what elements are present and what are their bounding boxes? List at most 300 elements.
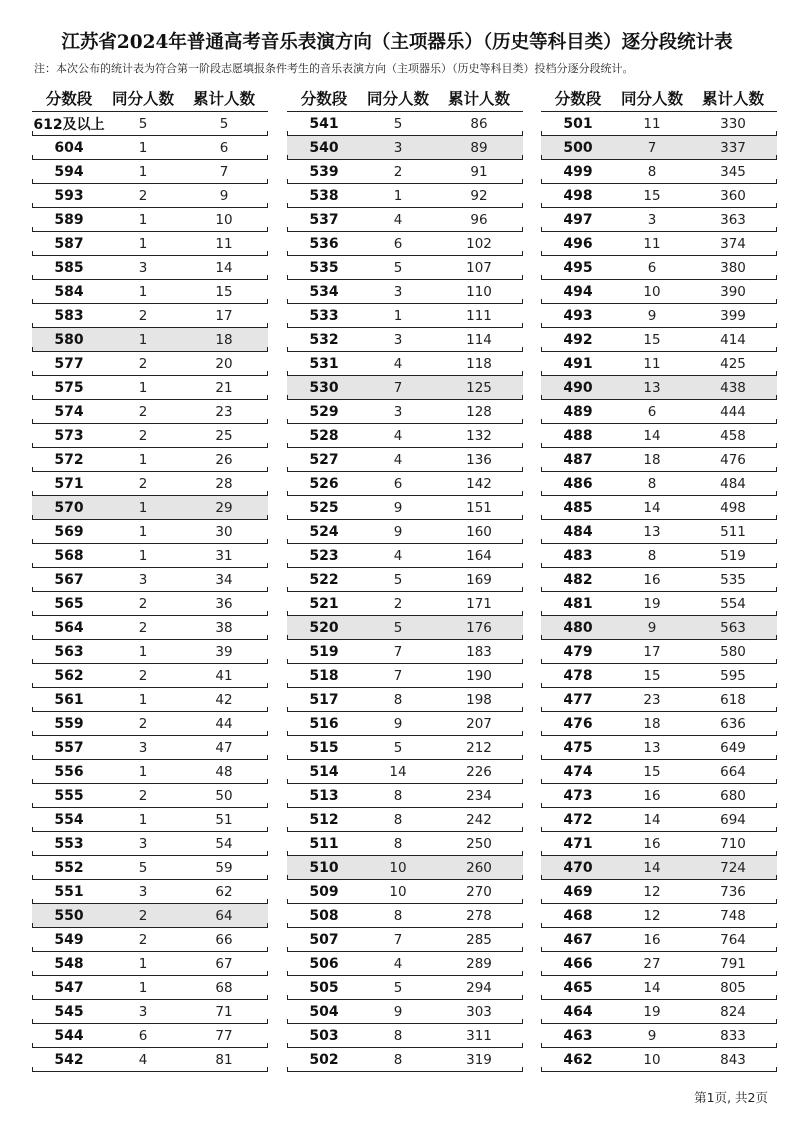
table-row <box>541 208 777 232</box>
table-row <box>541 352 777 376</box>
cumulative-cell: 136 <box>466 452 492 468</box>
table-row <box>32 712 268 736</box>
table-row <box>32 832 268 856</box>
same-count-cell: 10 <box>389 860 407 876</box>
score-cell: 472 <box>563 812 593 828</box>
table-row <box>32 736 268 760</box>
score-cell: 492 <box>563 332 593 348</box>
same-count-cell: 2 <box>138 356 148 372</box>
same-count-cell: 7 <box>393 668 403 684</box>
same-count-cell: 2 <box>138 308 148 324</box>
table-row <box>541 616 777 640</box>
table-row <box>287 352 523 376</box>
table-row <box>32 1024 268 1048</box>
table-column-left <box>32 85 268 1072</box>
table-row <box>287 952 523 976</box>
same-count-cell: 9 <box>647 1028 657 1044</box>
cumulative-cell: 649 <box>720 740 746 756</box>
cumulative-cell: 242 <box>466 812 492 828</box>
score-cell: 528 <box>309 428 339 444</box>
cumulative-cell: 132 <box>466 428 492 444</box>
table-row <box>541 424 777 448</box>
table-row <box>287 1048 523 1072</box>
score-cell: 583 <box>54 308 84 324</box>
same-count-cell: 7 <box>393 932 403 948</box>
same-count-cell: 2 <box>138 428 148 444</box>
same-count-cell: 1 <box>138 332 148 348</box>
same-count-cell: 3 <box>138 572 148 588</box>
table-row <box>287 856 523 880</box>
cumulative-cell: 68 <box>215 980 233 996</box>
same-count-cell: 16 <box>643 788 661 804</box>
table-row <box>287 904 523 928</box>
score-cell: 573 <box>54 428 84 444</box>
table-body <box>541 112 777 1072</box>
cumulative-cell: 425 <box>720 356 746 372</box>
cumulative-cell: 44 <box>215 716 233 732</box>
cumulative-cell: 128 <box>466 404 492 420</box>
cumulative-cell: 414 <box>720 332 746 348</box>
cumulative-cell: 38 <box>215 620 233 636</box>
table-row <box>32 760 268 784</box>
score-cell: 506 <box>309 956 339 972</box>
cumulative-cell: 285 <box>466 932 492 948</box>
table-body <box>32 112 268 1072</box>
table-row <box>32 256 268 280</box>
same-count-cell: 27 <box>643 956 661 972</box>
header-score: 分数段 <box>45 90 93 108</box>
same-count-cell: 14 <box>643 980 661 996</box>
cumulative-cell: 107 <box>466 260 492 276</box>
table-row <box>287 760 523 784</box>
table-row <box>32 688 268 712</box>
table-row <box>287 304 523 328</box>
cumulative-cell: 41 <box>215 668 233 684</box>
table-row <box>541 808 777 832</box>
score-cell: 463 <box>563 1028 593 1044</box>
cumulative-cell: 51 <box>215 812 233 828</box>
table-column-middle <box>287 85 523 1072</box>
cumulative-cell: 7 <box>219 164 229 180</box>
score-cell: 497 <box>563 212 593 228</box>
cumulative-cell: 595 <box>720 668 746 684</box>
score-cell: 464 <box>563 1004 593 1020</box>
cumulative-cell: 374 <box>720 236 746 252</box>
cumulative-cell: 34 <box>215 572 233 588</box>
cumulative-cell: 86 <box>470 116 488 132</box>
cumulative-cell: 664 <box>720 764 746 780</box>
score-cell: 487 <box>563 452 593 468</box>
same-count-cell: 5 <box>393 620 403 636</box>
same-count-cell: 5 <box>393 740 403 756</box>
table-header <box>287 85 523 112</box>
score-cell: 569 <box>54 524 84 540</box>
score-cell: 509 <box>309 884 339 900</box>
score-cell: 507 <box>309 932 339 948</box>
same-count-cell: 1 <box>393 308 403 324</box>
score-cell: 465 <box>563 980 593 996</box>
cumulative-cell: 736 <box>720 884 746 900</box>
table-row <box>541 880 777 904</box>
table-row <box>32 664 268 688</box>
same-count-cell: 14 <box>643 860 661 876</box>
cumulative-cell: 20 <box>215 356 233 372</box>
score-cell: 553 <box>54 836 84 852</box>
score-cell: 552 <box>54 860 84 876</box>
score-cell: 511 <box>309 836 339 852</box>
cumulative-cell: 142 <box>466 476 492 492</box>
same-count-cell: 11 <box>643 116 661 132</box>
cumulative-cell: 360 <box>720 188 746 204</box>
same-count-cell: 15 <box>643 668 661 684</box>
same-count-cell: 7 <box>393 644 403 660</box>
cumulative-cell: 10 <box>215 212 233 228</box>
cumulative-cell: 278 <box>466 908 492 924</box>
cumulative-cell: 151 <box>466 500 492 516</box>
score-cell: 495 <box>563 260 593 276</box>
score-cell: 537 <box>309 212 339 228</box>
table-row <box>541 280 777 304</box>
table-row <box>32 136 268 160</box>
cumulative-cell: 6 <box>219 140 229 156</box>
score-cell: 521 <box>309 596 339 612</box>
table-column-right <box>541 85 777 1072</box>
cumulative-cell: 50 <box>215 788 233 804</box>
cumulative-cell: 805 <box>720 980 746 996</box>
score-cell: 567 <box>54 572 84 588</box>
table-row <box>32 544 268 568</box>
table-row <box>32 1048 268 1072</box>
cumulative-cell: 59 <box>215 860 233 876</box>
cumulative-cell: 64 <box>215 908 233 924</box>
table-header <box>541 85 777 112</box>
score-cell: 493 <box>563 308 593 324</box>
same-count-cell: 14 <box>643 428 661 444</box>
score-cell: 478 <box>563 668 593 684</box>
same-count-cell: 1 <box>138 284 148 300</box>
table-row <box>287 232 523 256</box>
score-cell: 517 <box>309 692 339 708</box>
header-same-count: 同分人数 <box>366 90 429 108</box>
same-count-cell: 13 <box>643 740 661 756</box>
table-row <box>541 232 777 256</box>
same-count-cell: 2 <box>393 596 403 612</box>
table-row <box>32 904 268 928</box>
same-count-cell: 1 <box>138 692 148 708</box>
score-cell: 475 <box>563 740 593 756</box>
score-cell: 504 <box>309 1004 339 1020</box>
table-row <box>541 640 777 664</box>
cumulative-cell: 29 <box>215 500 233 516</box>
same-count-cell: 4 <box>393 956 403 972</box>
table-body <box>287 112 523 1072</box>
table-row <box>32 856 268 880</box>
cumulative-cell: 89 <box>470 140 488 156</box>
score-cell: 562 <box>54 668 84 684</box>
cumulative-cell: 234 <box>466 788 492 804</box>
score-cell: 530 <box>309 380 339 396</box>
table-row <box>541 856 777 880</box>
same-count-cell: 3 <box>393 404 403 420</box>
same-count-cell: 7 <box>393 380 403 396</box>
score-cell: 518 <box>309 668 339 684</box>
cumulative-cell: 484 <box>720 476 746 492</box>
same-count-cell: 14 <box>643 500 661 516</box>
same-count-cell: 3 <box>138 836 148 852</box>
same-count-cell: 6 <box>647 260 657 276</box>
cumulative-cell: 39 <box>215 644 233 660</box>
cumulative-cell: 15 <box>215 284 233 300</box>
cumulative-cell: 207 <box>466 716 492 732</box>
same-count-cell: 9 <box>393 524 403 540</box>
table-row <box>287 880 523 904</box>
cumulative-cell: 226 <box>466 764 492 780</box>
score-cell: 545 <box>54 1004 84 1020</box>
same-count-cell: 15 <box>643 188 661 204</box>
same-count-cell: 9 <box>647 620 657 636</box>
same-count-cell: 5 <box>393 116 403 132</box>
score-cell: 565 <box>54 596 84 612</box>
table-row <box>541 1048 777 1072</box>
cumulative-cell: 511 <box>720 524 746 540</box>
same-count-cell: 1 <box>138 764 148 780</box>
same-count-cell: 8 <box>647 548 657 564</box>
same-count-cell: 5 <box>393 260 403 276</box>
cumulative-cell: 444 <box>720 404 746 420</box>
cumulative-cell: 554 <box>720 596 746 612</box>
cumulative-cell: 833 <box>720 1028 746 1044</box>
score-cell: 575 <box>54 380 84 396</box>
score-cell: 499 <box>563 164 593 180</box>
score-cell: 549 <box>54 932 84 948</box>
table-row <box>541 112 777 136</box>
score-cell: 515 <box>309 740 339 756</box>
score-cell: 564 <box>54 620 84 636</box>
same-count-cell: 2 <box>138 788 148 804</box>
same-count-cell: 2 <box>138 716 148 732</box>
same-count-cell: 3 <box>393 284 403 300</box>
table-row <box>541 256 777 280</box>
same-count-cell: 19 <box>643 1004 661 1020</box>
cumulative-cell: 198 <box>466 692 492 708</box>
same-count-cell: 1 <box>138 140 148 156</box>
header-score: 分数段 <box>300 90 348 108</box>
same-count-cell: 6 <box>647 404 657 420</box>
cumulative-cell: 91 <box>470 164 488 180</box>
score-cell: 531 <box>309 356 339 372</box>
same-count-cell: 4 <box>393 212 403 228</box>
page-footer: 第1页, 共2页 <box>694 1090 768 1105</box>
same-count-cell: 1 <box>138 164 148 180</box>
header-cumulative: 累计人数 <box>192 90 255 108</box>
table-row <box>32 424 268 448</box>
row-divider-tick <box>776 1067 777 1072</box>
table-row <box>287 784 523 808</box>
cumulative-cell: 169 <box>466 572 492 588</box>
score-cell: 466 <box>563 956 593 972</box>
same-count-cell: 4 <box>138 1052 148 1068</box>
header-cumulative: 累计人数 <box>447 90 510 108</box>
same-count-cell: 14 <box>643 812 661 828</box>
same-count-cell: 8 <box>393 908 403 924</box>
cumulative-cell: 110 <box>466 284 492 300</box>
same-count-cell: 8 <box>647 476 657 492</box>
table-row <box>287 136 523 160</box>
cumulative-cell: 28 <box>215 476 233 492</box>
same-count-cell: 18 <box>643 452 661 468</box>
table-row <box>287 448 523 472</box>
same-count-cell: 15 <box>643 764 661 780</box>
score-cell: 551 <box>54 884 84 900</box>
table-row <box>541 832 777 856</box>
table-row <box>541 184 777 208</box>
same-count-cell: 9 <box>647 308 657 324</box>
same-count-cell: 4 <box>393 452 403 468</box>
table-row <box>541 976 777 1000</box>
cumulative-cell: 289 <box>466 956 492 972</box>
score-cell: 503 <box>309 1028 339 1044</box>
table-row <box>287 184 523 208</box>
cumulative-cell: 71 <box>215 1004 233 1020</box>
score-cell: 594 <box>54 164 84 180</box>
same-count-cell: 2 <box>138 404 148 420</box>
same-count-cell: 1 <box>138 380 148 396</box>
cumulative-cell: 438 <box>720 380 746 396</box>
cumulative-cell: 23 <box>215 404 233 420</box>
cumulative-cell: 390 <box>720 284 746 300</box>
table-row <box>287 544 523 568</box>
cumulative-cell: 330 <box>720 116 746 132</box>
cumulative-cell: 212 <box>466 740 492 756</box>
score-cell: 574 <box>54 404 84 420</box>
score-cell: 479 <box>563 644 593 660</box>
table-row <box>32 784 268 808</box>
table-row <box>32 1000 268 1024</box>
cumulative-cell: 843 <box>720 1052 746 1068</box>
score-cell: 491 <box>563 356 593 372</box>
score-cell: 563 <box>54 644 84 660</box>
score-cell: 585 <box>54 260 84 276</box>
score-cell: 529 <box>309 404 339 420</box>
cumulative-cell: 47 <box>215 740 233 756</box>
score-cell: 541 <box>309 116 339 132</box>
cumulative-cell: 164 <box>466 548 492 564</box>
same-count-cell: 3 <box>138 260 148 276</box>
score-cell: 519 <box>309 644 339 660</box>
header-score: 分数段 <box>554 90 602 108</box>
cumulative-cell: 250 <box>466 836 492 852</box>
same-count-cell: 13 <box>643 524 661 540</box>
same-count-cell: 16 <box>643 932 661 948</box>
table-row <box>287 1024 523 1048</box>
same-count-cell: 1 <box>138 212 148 228</box>
score-cell: 535 <box>309 260 339 276</box>
cumulative-cell: 476 <box>720 452 746 468</box>
table-row <box>541 136 777 160</box>
same-count-cell: 3 <box>393 140 403 156</box>
score-cell: 473 <box>563 788 593 804</box>
table-row <box>32 976 268 1000</box>
table-row <box>32 640 268 664</box>
cumulative-cell: 92 <box>470 188 488 204</box>
table-row <box>287 208 523 232</box>
cumulative-cell: 380 <box>720 260 746 276</box>
score-cell: 512 <box>309 812 339 828</box>
score-cell: 524 <box>309 524 339 540</box>
table-row <box>287 256 523 280</box>
score-cell: 462 <box>563 1052 593 1068</box>
same-count-cell: 4 <box>393 548 403 564</box>
score-cell: 516 <box>309 716 339 732</box>
row-divider-tick <box>267 1067 268 1072</box>
cumulative-cell: 399 <box>720 308 746 324</box>
same-count-cell: 5 <box>393 572 403 588</box>
table-row <box>287 736 523 760</box>
same-count-cell: 1 <box>138 644 148 660</box>
table-row <box>32 496 268 520</box>
table-row <box>32 352 268 376</box>
cumulative-cell: 11 <box>215 236 233 252</box>
table-row <box>287 568 523 592</box>
table-row <box>32 568 268 592</box>
same-count-cell: 2 <box>138 668 148 684</box>
score-cell: 488 <box>563 428 593 444</box>
cumulative-cell: 710 <box>720 836 746 852</box>
table-row <box>541 592 777 616</box>
score-cell: 568 <box>54 548 84 564</box>
score-cell: 544 <box>54 1028 84 1044</box>
table-row <box>287 616 523 640</box>
same-count-cell: 3 <box>647 212 657 228</box>
table-row <box>287 472 523 496</box>
cumulative-cell: 311 <box>466 1028 492 1044</box>
score-cell: 550 <box>54 908 84 924</box>
table-row <box>541 160 777 184</box>
cumulative-cell: 160 <box>466 524 492 540</box>
same-count-cell: 2 <box>138 908 148 924</box>
score-cell: 468 <box>563 908 593 924</box>
table-row <box>32 280 268 304</box>
cumulative-cell: 14 <box>215 260 233 276</box>
score-cell: 510 <box>309 860 339 876</box>
cumulative-cell: 519 <box>720 548 746 564</box>
table-row <box>541 376 777 400</box>
cumulative-cell: 319 <box>466 1052 492 1068</box>
score-cell: 571 <box>54 476 84 492</box>
table-row <box>541 1000 777 1024</box>
cumulative-cell: 30 <box>215 524 233 540</box>
cumulative-cell: 563 <box>720 620 746 636</box>
same-count-cell: 18 <box>643 716 661 732</box>
same-count-cell: 2 <box>138 596 148 612</box>
cumulative-cell: 363 <box>720 212 746 228</box>
same-count-cell: 9 <box>393 716 403 732</box>
same-count-cell: 1 <box>138 500 148 516</box>
cumulative-cell: 67 <box>215 956 233 972</box>
score-cell: 513 <box>309 788 339 804</box>
table-row <box>32 928 268 952</box>
page-title: 江苏省2024年普通高考音乐表演方向（主项器乐）（历史等科目类）逐分段统计表 <box>61 32 733 53</box>
score-cell: 547 <box>54 980 84 996</box>
same-count-cell: 5 <box>393 980 403 996</box>
score-cell: 572 <box>54 452 84 468</box>
table-row <box>287 592 523 616</box>
table-row <box>32 520 268 544</box>
table-header <box>32 85 268 112</box>
score-cell: 526 <box>309 476 339 492</box>
score-cell: 480 <box>563 620 593 636</box>
cumulative-cell: 260 <box>466 860 492 876</box>
